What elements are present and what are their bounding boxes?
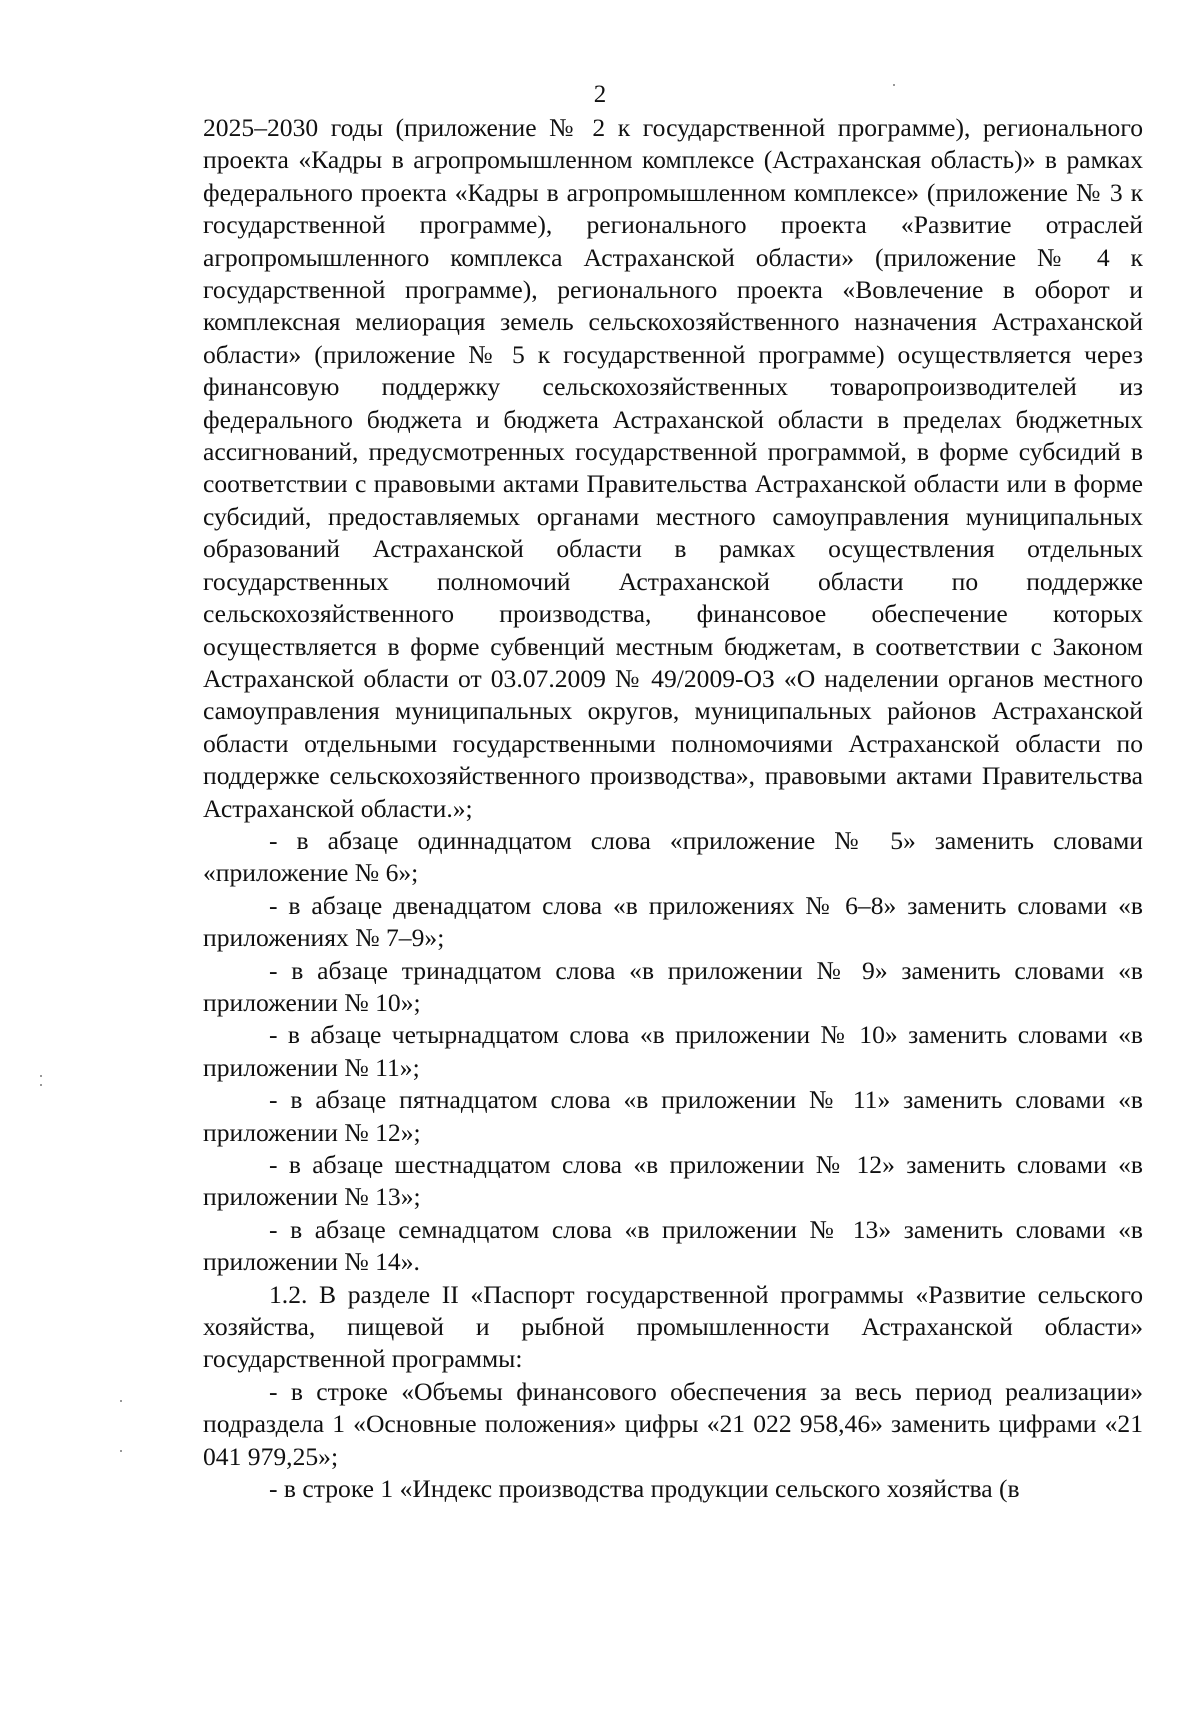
scan-speck	[120, 1400, 122, 1402]
paragraph-amendment-15: - в абзаце пятнадцатом слова «в приложении № 11» заменить словами «в приложении № 12»;	[203, 1085, 1143, 1147]
document-body	[203, 112, 1143, 1505]
paragraph-amendment-13: - в абзаце тринадцатом слова «в приложении № 9» заменить словами «в приложении № 10»;	[203, 955, 1143, 1017]
paragraph-amendment-11: - в абзаце одиннадцатом слова «приложение № 5» заменить словами «приложение № 6»;	[203, 825, 1143, 888]
paragraph-index-line: - в строке 1 «Индекс производства продукции сельского хозяйства (в	[269, 1474, 1020, 1504]
page-number: 2	[593, 81, 607, 108]
paragraph-section-1-2: 1.2. В разделе II «Паспорт государственной программы «Развитие сельского хозяйства, пищевой и рыбной промышленности Астраханской области» государственной программы:	[203, 1279, 1143, 1374]
paragraph-amendment-12: - в абзаце двенадцатом слова «в приложениях № 6–8» заменить словами «в приложениях № 7–9»;	[203, 890, 1143, 953]
scan-speck	[893, 84, 895, 86]
paragraph-amendment-17: - в абзаце семнадцатом слова «в приложении № 13» заменить словами «в приложении № 14».	[203, 1214, 1143, 1277]
paragraph-amendment-16: - в абзаце шестнадцатом слова «в приложении № 12» заменить словами «в приложении № 13»;	[203, 1150, 1143, 1212]
scan-speck	[120, 1450, 122, 1452]
scan-speck	[40, 1075, 42, 1077]
paragraph-program-funding: 2025–2030 годы (приложение № 2 к государственной программе), регионального проекта «Кадры в агропромышленном комплексе (Астраханская область)» в рамках федерального проекта «Кадры в агропромышленном комплексе» (приложение № 3 к государственной программе), регионального проекта «Развитие отраслей агропромышленного комплекса Астраханской области» (приложение № 4 к государственной программе), регионального проекта «Вовлечение в оборот и комплексная мелиорация земель сельскохозяйственного назначения Астраханской области» (приложение № 5 к государственной программе) осуществляется через финансовую поддержку сельскохозяйственных товаропроизводителей из федерального бюджета и бюджета Астраханской области в пределах бюджетных ассигнований, предусмотренных государственной программой, в форме субсидий в соответствии с правовыми актами Правительства Астраханской области или в форме субсидий, предоставляемых органами местного самоуправления муниципальных образований Астраханской области в рамках осуществления отдельных государственных полномочий Астраханской области по поддержке сельскохозяйственного производства, финансовое обеспечение которых осуществляется в форме субвенций местным бюджетам, в соответствии с Законом Астраханской области от 03.07.2009 № 49/2009-ОЗ «О наделении органов местного самоуправления муниципальных округов, муниципальных районов Астраханской области отдельными государственными полномочиями Астраханской области по поддержке сельскохозяйственного производства», правовыми актами Правительства Астраханской области.»;	[203, 113, 1143, 823]
paragraph-funding-figures: - в строке «Объемы финансового обеспечения за весь период реализации» подраздела 1 «Основные положения» цифры «21 022 958,46» заменить цифрами «21 041 979,25»;	[203, 1376, 1143, 1471]
paragraph-amendment-14: - в абзаце четырнадцатом слова «в приложении № 10» заменить словами «в приложении № 11»;	[203, 1020, 1143, 1082]
scan-speck	[40, 1084, 42, 1086]
